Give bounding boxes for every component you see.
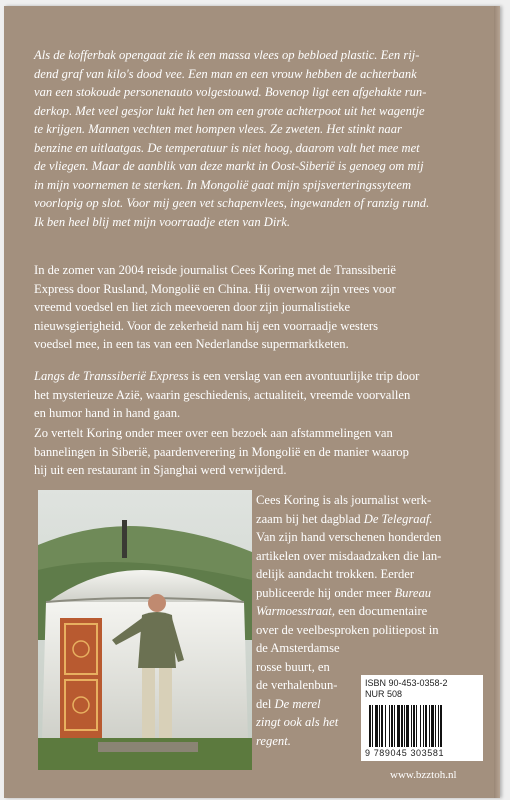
barcode-bar xyxy=(425,705,427,747)
book-title: regent. xyxy=(256,733,291,748)
barcode-bar xyxy=(372,705,373,747)
excerpt-line: in mijn voornemen te sterken. In Mongolië gaat mijn spijsverteringssyteem xyxy=(34,177,412,192)
excerpt-line: van een stokoude personenauto volgestouwd. Bovenop ligt een afgehakte run- xyxy=(34,85,427,99)
excerpt-line: te krijgen. Mannen vechten met hompen vlees. Ze zweten. Het stinkt naar xyxy=(34,122,402,136)
excerpt-line: derkop. Met veel gesjor lukt het hen om een grote achterpoot uit het wagentje xyxy=(34,103,425,118)
blurb-paragraph-1 xyxy=(34,261,480,354)
barcode-bar xyxy=(369,705,371,747)
barcode-bar xyxy=(411,705,412,747)
blurb-paragraph-3 xyxy=(34,424,480,480)
book-title: zingt ook als het xyxy=(256,715,339,729)
barcode-bar xyxy=(391,705,393,747)
bio-line: delijk aandacht trokken. Eerder xyxy=(256,567,415,581)
barcode-bar xyxy=(413,705,415,747)
bio-line: de Amsterdamse xyxy=(256,641,340,655)
blurb-line: voedsel mee, in een tas van een Nederlandse supermarktketen. xyxy=(34,337,349,351)
newspaper-title: De Telegraaf. xyxy=(363,511,433,526)
blurb-text: is een verslag van een avontuurlijke trip door xyxy=(188,369,420,383)
isbn-number: ISBN 90-453-0358-2 xyxy=(365,678,448,688)
barcode-bar xyxy=(416,705,417,747)
blurb-line: Express door Rusland, Mongolië en China. Hij overwon zijn vrees voor xyxy=(34,281,396,296)
barcode-bar xyxy=(379,705,380,747)
nur-code: NUR 508 xyxy=(365,689,403,699)
blurb-line: vreemd voedsel en liet zich meevoeren door zijn journalistieke xyxy=(34,300,351,314)
ean-number: 9 789045 303581 xyxy=(365,748,445,758)
barcode-bar xyxy=(389,705,390,747)
bio-line xyxy=(256,602,481,621)
book-title: Warmoesstraat xyxy=(256,604,332,618)
barcode-bar xyxy=(397,705,400,747)
barcode-bar xyxy=(404,705,405,747)
excerpt-italic xyxy=(34,46,480,231)
blurb-line: Zo vertelt Koring onder meer over een bezoek aan afstammelingen van xyxy=(34,426,393,440)
book-title-italic: Langs de Transsiberië Express xyxy=(34,369,189,383)
cover-fold-edge xyxy=(494,6,500,798)
blurb-paragraph-2 xyxy=(34,367,480,423)
barcode-bar xyxy=(440,705,442,747)
barcode-bar xyxy=(420,705,421,747)
excerpt-line: voorlopig op slot. Voor mij geen vet schapenvlees, ingewanden of ranzig rund. xyxy=(34,196,430,210)
author-yurt-illustration xyxy=(38,490,252,770)
book-title: De merel xyxy=(274,696,321,711)
blurb-line: bannelingen in Siberië, paardenverering in Mongolië en de manier waarop xyxy=(34,444,409,459)
excerpt-line: dend graf van kilo's dood vee. Een man en een vrouw hebben de achterbank xyxy=(34,66,417,81)
barcode-bar xyxy=(423,705,424,747)
author-photo xyxy=(38,490,252,770)
isbn-block xyxy=(365,678,448,700)
barcode-panel xyxy=(361,675,483,761)
blurb-line: hij uit een restaurant in Sjanghai werd verwijderd. xyxy=(34,463,287,477)
barcode-bar xyxy=(438,705,439,747)
blurb-line: het mysterieuze Azië, waarin geschiedenis, actualiteit, vreemde voorvallen xyxy=(34,387,411,402)
bio-line: over de veelbesproken politiepost in xyxy=(256,622,439,637)
barcode-bars xyxy=(369,705,475,747)
book-title: Bureau xyxy=(394,585,432,600)
excerpt-line: de vliegen. Maar de aanblik van deze markt in Oost-Siberië is genoeg om mij xyxy=(34,159,424,173)
excerpt-line: Als de kofferbak opengaat zie ik een massa vlees op bebloed plastic. Een rij- xyxy=(34,48,420,62)
blurb-line xyxy=(34,367,480,386)
barcode-bar xyxy=(381,705,383,747)
excerpt-line: Ik ben heel blij met mijn voorraadje eten van Dirk. xyxy=(34,214,291,229)
barcode-bar xyxy=(435,705,436,747)
publisher-url: www.bzztoh.nl xyxy=(390,769,457,781)
barcode-bar xyxy=(406,705,409,747)
excerpt-line: benzine en uitlaatgas. De temperatuur is niet hoog, daarom valt het mee met xyxy=(34,140,420,155)
barcode-bar xyxy=(375,705,378,747)
bio-text: zaam bij het dagblad xyxy=(256,511,364,526)
bio-line: Van zijn hand verschenen honderden xyxy=(256,530,442,544)
bio-line: Cees Koring is als journalist werk- xyxy=(256,493,432,507)
barcode-bar xyxy=(431,705,434,747)
bio-text: del xyxy=(256,696,275,711)
bio-line: rosse buurt, en xyxy=(256,659,330,674)
barcode-bar xyxy=(394,705,395,747)
bio-line: artikelen over misdaadzaken die lan- xyxy=(256,548,442,563)
blurb-line: In de zomer van 2004 reisde journalist Cees Koring met de Transsiberië xyxy=(34,263,396,277)
barcode-bar xyxy=(401,705,403,747)
barcode-bar xyxy=(385,705,386,747)
bio-text: publiceerde hij onder meer xyxy=(256,585,395,600)
bio-text: , een documentaire xyxy=(331,604,428,618)
barcode-bar xyxy=(429,705,430,747)
bio-line: de verhalenbun- xyxy=(256,678,338,692)
blurb-line: en humor hand in hand gaan. xyxy=(34,406,181,420)
bio-line xyxy=(256,510,481,529)
bio-line xyxy=(256,584,481,603)
blurb-line: nieuwsgierigheid. Voor de zekerheid nam hij een voorraadje westers xyxy=(34,318,378,333)
